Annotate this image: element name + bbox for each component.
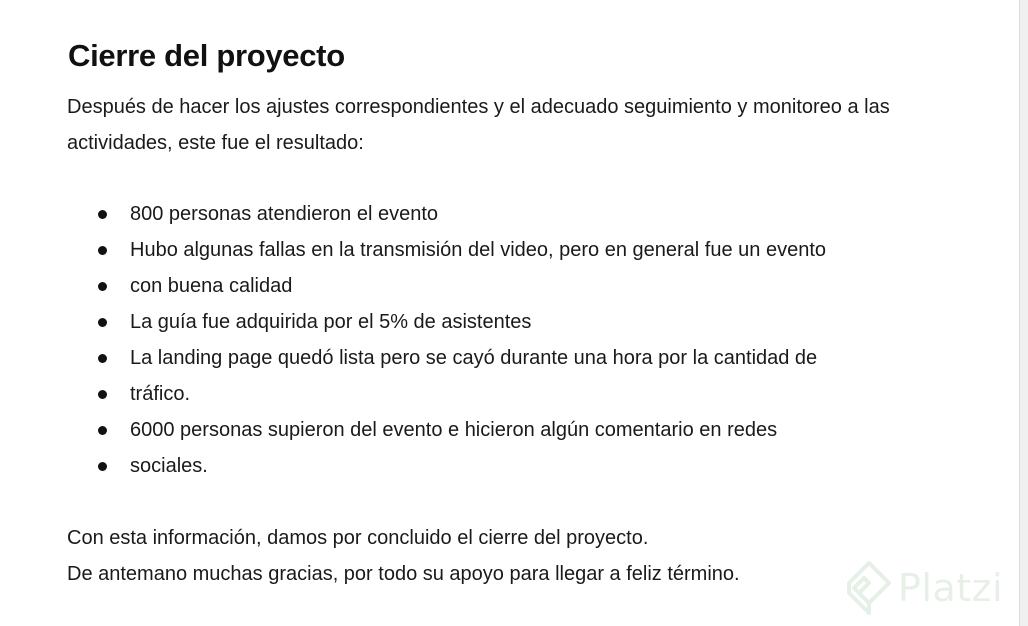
closing-line: Con esta información, damos por concluido el cierre del proyecto. <box>67 527 649 549</box>
list-item <box>67 376 826 412</box>
list-item <box>67 232 826 268</box>
page-edge <box>1019 0 1028 626</box>
list-item <box>67 340 826 376</box>
bullet-icon <box>98 210 107 219</box>
list-item <box>67 448 826 484</box>
closing-line: De antemano muchas gracias, por todo su apoyo para llegar a feliz término. <box>67 563 740 585</box>
bullet-icon <box>98 246 107 255</box>
list-item-text: 6000 personas supieron del evento e hicieron algún comentario en redes <box>130 419 778 441</box>
list-item-text: 800 personas atendieron el evento <box>130 203 439 225</box>
platzi-watermark <box>846 558 1003 618</box>
list-item <box>67 412 826 448</box>
results-list <box>67 196 826 484</box>
page-title: Cierre del proyecto <box>68 38 345 73</box>
closing-paragraph <box>67 520 740 592</box>
bullet-icon <box>98 462 107 471</box>
list-item <box>67 304 826 340</box>
watermark-text: Platzi <box>898 566 1004 610</box>
list-item <box>67 196 826 232</box>
list-item-text: La guía fue adquirida por el 5% de asistentes <box>130 311 532 333</box>
platzi-logo-icon <box>846 560 892 616</box>
list-item-text: La landing page quedó lista pero se cayó durante una hora por la cantidad de <box>130 347 818 369</box>
bullet-icon <box>98 426 107 435</box>
list-item-text: con buena calidad <box>130 275 293 297</box>
list-item <box>67 268 826 304</box>
bullet-icon <box>98 318 107 327</box>
intro-paragraph: Después de hacer los ajustes correspondientes y el adecuado seguimiento y monitoreo a las actividades, este fue el resultado: <box>67 96 890 154</box>
bullet-icon <box>98 282 107 291</box>
list-item-text: tráfico. <box>130 383 191 405</box>
bullet-icon <box>98 354 107 363</box>
list-item-text: Hubo algunas fallas en la transmisión del video, pero en general fue un evento <box>130 239 827 261</box>
list-item-text: sociales. <box>130 455 208 477</box>
bullet-icon <box>98 390 107 399</box>
